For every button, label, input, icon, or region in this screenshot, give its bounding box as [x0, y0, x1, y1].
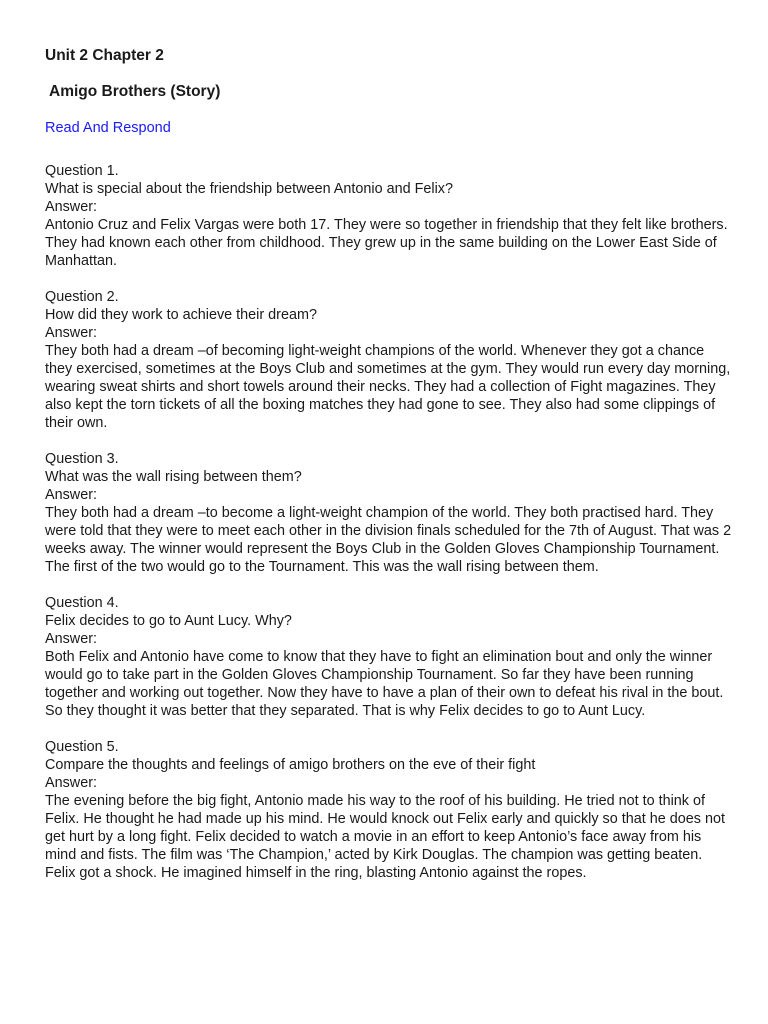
question-text: How did they work to achieve their dream? — [45, 307, 317, 323]
question-text: What was the wall rising between them? — [45, 469, 302, 485]
question-block-5 — [45, 738, 735, 882]
question-block-1 — [45, 162, 735, 270]
question-text: Felix decides to go to Aunt Lucy. Why? — [45, 613, 292, 629]
answer-label: Answer: — [45, 631, 97, 647]
question-block-4 — [45, 594, 735, 720]
question-block-2 — [45, 288, 735, 432]
answer-label: Answer: — [45, 775, 97, 791]
answer-label: Answer: — [45, 487, 97, 503]
question-number: Question 3. — [45, 451, 119, 467]
question-text: What is special about the friendship between Antonio and Felix? — [45, 181, 453, 197]
answer-text: Antonio Cruz and Felix Vargas were both 17. They were so together in friendship that they felt like brothers. They had known each other from childhood. They grew up in the same building on the Lower East Side of Manhattan. — [45, 217, 728, 269]
answer-text: The evening before the big fight, Antonio made his way to the roof of his building. He tried not to think of Felix. He thought he had made up his mind. He would knock out Felix early and quickly so that he does not get hurt by a long fight. Felix decided to watch a movie in an effort to keep Antonio’s face away from his mind and fists. The film was ‘The Champion,’ acted by Kirk Douglas. The champion was getting beaten. Felix got a shock. He imagined himself in the ring, blasting Antonio against the ropes. — [45, 793, 725, 881]
answer-text: They both had a dream –of becoming light-weight champions of the world. Whenever they got a chance they exercised, sometimes at the Boys Club and sometimes at the gym. They would run every day morning, wearing sweat shirts and short towels around their necks. They had a collection of Fight magazines. They also kept the torn tickets of all the boxing matches they had gone to see. They also had some clippings of their own. — [45, 343, 731, 431]
question-number: Question 2. — [45, 289, 119, 305]
question-number: Question 5. — [45, 739, 119, 755]
answer-text: They both had a dream –to become a light-weight champion of the world. They both practised hard. They were told that they were to meet each other in the division finals scheduled for the 7th of August. That was 2 weeks away. The winner would represent the Boys Club in the Golden Gloves Championship Tournament. The first of the two would go to the Tournament. This was the wall rising between them. — [45, 505, 732, 575]
story-title: Amigo Brothers (Story) — [49, 83, 221, 100]
answer-text: Both Felix and Antonio have come to know that they have to fight an elimination bout and only the winner would go to take part in the Golden Gloves Championship Tournament. So far they have been running together and working out together. Now they have to have a plan of their own to defeat his rival in the bout. So they thought it was better that they separated. That is why Felix decides to go to Aunt Lucy. — [45, 649, 724, 719]
answer-label: Answer: — [45, 325, 97, 341]
unit-chapter-heading: Unit 2 Chapter 2 — [45, 47, 164, 64]
read-and-respond-link[interactable]: Read And Respond — [45, 120, 171, 136]
question-block-3 — [45, 450, 735, 576]
answer-label: Answer: — [45, 199, 97, 215]
question-list — [45, 162, 735, 882]
question-text: Compare the thoughts and feelings of amigo brothers on the eve of their fight — [45, 757, 536, 773]
document-page — [45, 46, 735, 900]
question-number: Question 1. — [45, 163, 119, 179]
question-number: Question 4. — [45, 595, 119, 611]
